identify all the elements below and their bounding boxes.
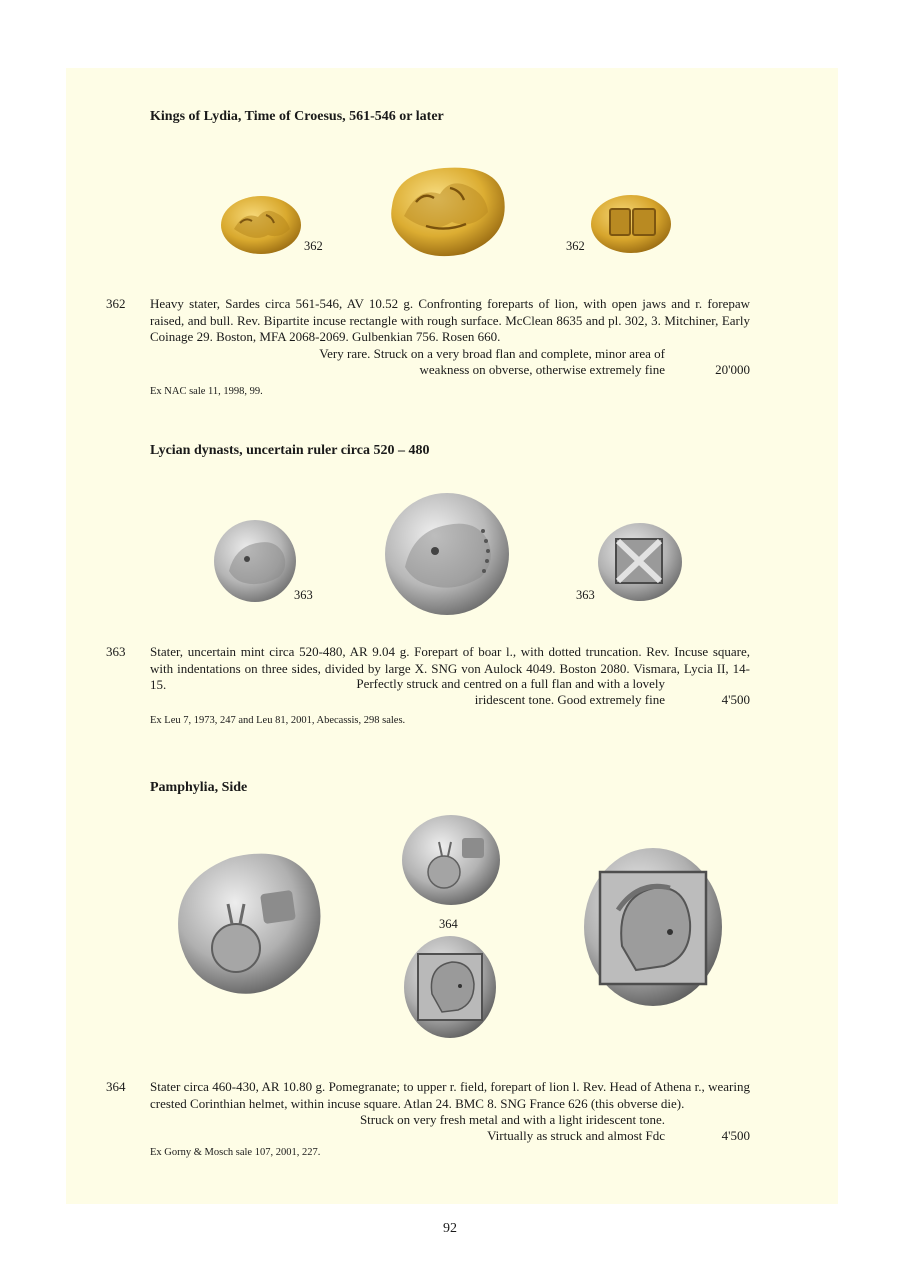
- lot-condition-line2: weakness on obverse, otherwise extremely fine: [419, 362, 665, 377]
- coin-362-obverse-small: [220, 193, 304, 257]
- lot-condition-line2: Virtually as struck and almost Fdc: [487, 1128, 665, 1143]
- section-heading-lycia: Lycian dynasts, uncertain ruler circa 520 – 480: [150, 443, 430, 458]
- lot-provenance: Ex NAC sale 11, 1998, 99.: [150, 386, 263, 397]
- lot-number: 363: [106, 644, 126, 659]
- coin-362-obverse-large: [386, 166, 508, 258]
- lot-provenance: Ex Gorny & Mosch sale 107, 2001, 227.: [150, 1147, 321, 1158]
- section-heading-lydia: Kings of Lydia, Time of Croesus, 561-546 or later: [150, 109, 444, 124]
- coin-364-reverse-large: [582, 846, 724, 1008]
- coin-364-reverse-small: [402, 934, 498, 1040]
- coin-363-obverse-small: [211, 519, 299, 603]
- lot-provenance: Ex Leu 7, 1973, 247 and Leu 81, 2001, Abecassis, 298 sales.: [150, 715, 406, 726]
- page-number: 92: [443, 1221, 457, 1236]
- image-label: 363: [294, 588, 313, 602]
- lot-price: 4'500: [721, 692, 750, 707]
- lot-condition-line1: Struck on very fresh metal and with a light iridescent tone.: [359, 1112, 665, 1127]
- lot-condition-line2: iridescent tone. Good extremely fine: [474, 692, 665, 707]
- section-heading-pamphylia: Pamphylia, Side: [150, 780, 248, 795]
- lot-condition-line1: Very rare. Struck on a very broad flan and complete, minor area of: [319, 346, 665, 361]
- image-label: 362: [304, 239, 323, 253]
- coin-363-obverse-large: [383, 491, 511, 617]
- lot-number: 364: [106, 1079, 126, 1094]
- coin-364-obverse-small: [400, 812, 502, 908]
- lot-description: Heavy stater, Sardes circa 561-546, AV 10.52 g. Confronting foreparts of lion, with open jaws and r. forepaw raised, and bull. Rev. Bipartite incuse rectangle with rough surface. McClean 8635 and pl. 302, 3. Mitchiner, Early Coinage 29. Boston, MFA 2068-2069. Gulbenkian 756. Rosen 660.: [150, 296, 750, 344]
- image-label: 363: [576, 588, 595, 602]
- lot-number: 362: [106, 296, 126, 311]
- coin-362-reverse: [590, 193, 672, 255]
- coin-363-reverse: [596, 521, 684, 603]
- coin-364-obverse-large: [170, 852, 320, 998]
- image-label: 362: [566, 239, 585, 253]
- image-label: 364: [439, 917, 458, 931]
- lot-price: 20'000: [715, 362, 750, 377]
- lot-description: Stater, uncertain mint circa 520-480, AR 9.04 g. Forepart of boar l., with dotted truncation. Rev. Incuse square, with indentations on three sides, divided by large X. SNG von Aulock 4049. Boston 2080. Vismara, Lycia II, 14-15.: [150, 644, 750, 692]
- lot-condition-line1: Perfectly struck and centred on a full flan and with a lovely: [356, 676, 665, 691]
- lot-price: 4'500: [721, 1128, 750, 1143]
- lot-description: Stater circa 460-430, AR 10.80 g. Pomegranate; to upper r. field, forepart of lion l. Rev. Head of Athena r., wearing crested Corinthian helmet, within incuse square. Atlan 24. BMC 8. SNG France 626 (this obverse die).: [150, 1079, 750, 1111]
